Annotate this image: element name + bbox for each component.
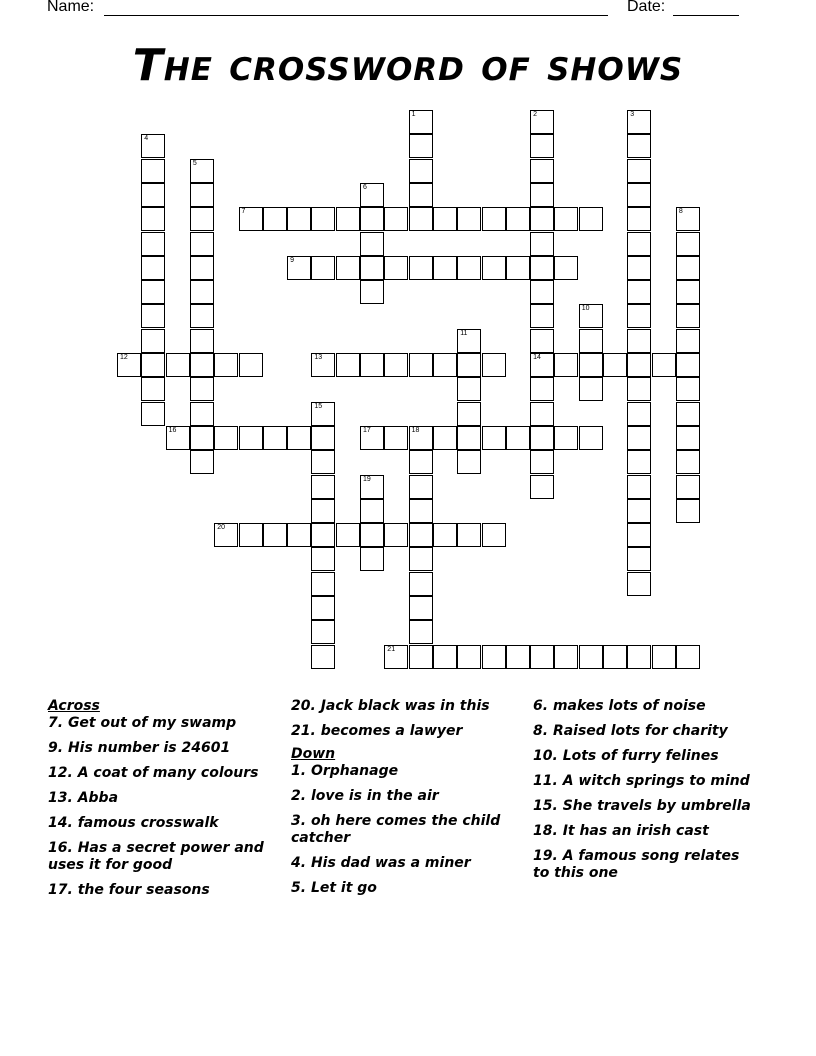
clue-number-label: 21. xyxy=(291,723,321,739)
grid-cell[interactable] xyxy=(530,426,554,450)
grid-cell[interactable] xyxy=(190,304,214,328)
clue-text: Let it go xyxy=(310,880,377,896)
grid-cell[interactable] xyxy=(530,304,554,328)
clue-item xyxy=(48,790,288,807)
grid-cell[interactable] xyxy=(311,523,335,547)
grid-cell[interactable] xyxy=(409,499,433,523)
grid-cell[interactable] xyxy=(627,134,651,158)
name-label: Name: xyxy=(47,0,95,15)
grid-cell[interactable] xyxy=(627,280,651,304)
grid-cell[interactable] xyxy=(409,183,433,207)
grid-cell[interactable] xyxy=(409,645,433,669)
grid-cell[interactable] xyxy=(190,426,214,450)
grid-cell[interactable] xyxy=(311,475,335,499)
grid-cell[interactable] xyxy=(652,645,676,669)
grid-cell[interactable] xyxy=(360,183,384,207)
clue-number-label: 14. xyxy=(48,815,78,831)
grid-cell[interactable] xyxy=(627,450,651,474)
grid-cell[interactable] xyxy=(627,304,651,328)
grid-cell[interactable] xyxy=(239,523,263,547)
clue-item xyxy=(533,823,758,840)
grid-cell[interactable] xyxy=(457,450,481,474)
clue-number: 8 xyxy=(678,208,683,216)
grid-cell[interactable] xyxy=(311,450,335,474)
grid-cell[interactable] xyxy=(627,256,651,280)
clue-number: 15 xyxy=(314,402,323,410)
grid-cell[interactable] xyxy=(141,159,165,183)
grid-cell[interactable] xyxy=(457,353,481,377)
clue-text: A coat of many colours xyxy=(77,765,259,781)
grid-cell[interactable] xyxy=(530,377,554,401)
grid-cell[interactable] xyxy=(579,353,603,377)
clue-number: 11 xyxy=(460,329,468,337)
grid-cell[interactable] xyxy=(360,523,384,547)
grid-cell[interactable] xyxy=(457,256,481,280)
grid-cell[interactable] xyxy=(141,232,165,256)
clue-text: Jack black was in this xyxy=(320,698,490,714)
grid-cell[interactable] xyxy=(360,547,384,571)
grid-cell[interactable] xyxy=(287,256,311,280)
grid-cell[interactable] xyxy=(166,353,190,377)
grid-cell[interactable] xyxy=(336,256,360,280)
grid-cell[interactable] xyxy=(166,426,190,450)
grid-cell[interactable] xyxy=(311,207,335,231)
date-label: Date: xyxy=(627,0,666,15)
clue-number: 17 xyxy=(363,426,371,434)
grid-cell[interactable] xyxy=(190,450,214,474)
grid-cell[interactable] xyxy=(627,353,651,377)
down-heading: Down xyxy=(291,746,336,762)
clue-item xyxy=(291,880,506,897)
grid-cell[interactable] xyxy=(676,475,700,499)
clue-number: 10 xyxy=(581,305,590,313)
grid-cell[interactable] xyxy=(457,329,481,353)
grid-cell[interactable] xyxy=(676,426,700,450)
clue-number: 12 xyxy=(120,354,128,361)
grid-cell[interactable] xyxy=(433,207,457,231)
clue-item xyxy=(48,840,288,874)
grid-cell[interactable] xyxy=(506,207,530,231)
grid-cell[interactable] xyxy=(384,256,408,280)
grid-cell[interactable] xyxy=(409,523,433,547)
clue-number-label: 19. xyxy=(533,848,563,864)
grid-cell[interactable] xyxy=(676,450,700,474)
clue-item xyxy=(48,715,288,732)
grid-cell[interactable] xyxy=(506,426,530,450)
grid-cell[interactable] xyxy=(141,304,165,328)
clue-number-label: 9. xyxy=(48,740,68,756)
grid-cell[interactable] xyxy=(457,645,481,669)
clue-number-label: 8. xyxy=(533,723,553,739)
clue-number: 1 xyxy=(411,111,416,118)
grid-cell[interactable] xyxy=(530,207,554,231)
clue-text: Get out of my swamp xyxy=(67,715,237,731)
grid-cell[interactable] xyxy=(676,499,700,523)
grid-cell[interactable] xyxy=(554,207,578,231)
clue-text: makes lots of noise xyxy=(552,698,706,714)
grid-cell[interactable] xyxy=(603,353,627,377)
grid-cell[interactable] xyxy=(482,645,506,669)
grid-cell[interactable] xyxy=(141,402,165,426)
down-clue-list xyxy=(291,763,506,897)
grid-cell[interactable] xyxy=(627,232,651,256)
clue-text: becomes a lawyer xyxy=(320,723,463,739)
grid-cell[interactable] xyxy=(141,256,165,280)
clue-text: Has a secret power and uses it for good xyxy=(48,840,264,873)
grid-cell[interactable] xyxy=(117,353,141,377)
clue-number-label: 17. xyxy=(48,882,78,898)
grid-cell[interactable] xyxy=(287,523,311,547)
grid-cell[interactable] xyxy=(263,207,287,231)
grid-cell[interactable] xyxy=(554,426,578,450)
grid-cell[interactable] xyxy=(530,402,554,426)
clue-item xyxy=(291,788,506,805)
grid-cell[interactable] xyxy=(239,207,263,231)
grid-cell[interactable] xyxy=(482,523,506,547)
clue-text: oh here comes the child catcher xyxy=(291,813,501,846)
clue-number-label: 16. xyxy=(48,840,78,856)
clue-number: 13 xyxy=(314,354,323,361)
grid-cell[interactable] xyxy=(506,645,530,669)
grid-cell[interactable] xyxy=(141,207,165,231)
grid-cell[interactable] xyxy=(214,353,238,377)
across-clue-list xyxy=(48,715,288,899)
clue-item xyxy=(291,763,506,780)
clue-number-label: 10. xyxy=(533,748,563,764)
clue-text: It has an irish cast xyxy=(562,823,709,839)
grid-cell[interactable] xyxy=(433,645,457,669)
clue-text: the four seasons xyxy=(77,882,210,898)
grid-cell[interactable] xyxy=(676,232,700,256)
clue-number: 20 xyxy=(217,524,225,532)
grid-cell[interactable] xyxy=(579,329,603,353)
clue-text: A witch springs to mind xyxy=(562,773,750,789)
clue-number-label: 6. xyxy=(533,698,553,714)
clue-number: 7 xyxy=(241,208,246,216)
clue-number: 18 xyxy=(411,426,420,434)
grid-cell[interactable] xyxy=(409,475,433,499)
clue-number: 21 xyxy=(387,645,396,653)
clue-number: 6 xyxy=(363,183,367,191)
grid-cell[interactable] xyxy=(190,329,214,353)
grid-cell[interactable] xyxy=(409,450,433,474)
grid-cell[interactable] xyxy=(627,377,651,401)
grid-cell[interactable] xyxy=(311,499,335,523)
grid-cell[interactable] xyxy=(433,353,457,377)
grid-cell[interactable] xyxy=(214,426,238,450)
grid-cell[interactable] xyxy=(287,426,311,450)
clue-number: 2 xyxy=(533,111,537,118)
grid-cell[interactable] xyxy=(530,353,554,377)
grid-cell[interactable] xyxy=(190,159,214,183)
grid-cell[interactable] xyxy=(141,329,165,353)
grid-cell[interactable] xyxy=(627,329,651,353)
grid-cell[interactable] xyxy=(311,620,335,644)
clue-item xyxy=(533,723,758,740)
clue-item xyxy=(48,765,288,782)
grid-cell[interactable] xyxy=(384,353,408,377)
grid-cell[interactable] xyxy=(433,256,457,280)
clue-number: 3 xyxy=(630,111,635,118)
grid-cell[interactable] xyxy=(530,256,554,280)
grid-cell[interactable] xyxy=(530,645,554,669)
grid-cell[interactable] xyxy=(676,207,700,231)
grid-cell[interactable] xyxy=(336,207,360,231)
grid-cell[interactable] xyxy=(530,110,554,134)
clue-item xyxy=(533,698,758,715)
grid-cell[interactable] xyxy=(190,256,214,280)
grid-cell[interactable] xyxy=(311,547,335,571)
grid-cell[interactable] xyxy=(311,596,335,620)
grid-cell[interactable] xyxy=(409,256,433,280)
grid-cell[interactable] xyxy=(652,353,676,377)
across-heading: Across xyxy=(48,698,100,714)
clue-item xyxy=(533,798,758,815)
grid-cell[interactable] xyxy=(311,645,335,669)
grid-cell[interactable] xyxy=(627,547,651,571)
clues-column-2 xyxy=(291,698,506,905)
clue-number: 16 xyxy=(168,426,177,434)
grid-cell[interactable] xyxy=(311,572,335,596)
clue-item xyxy=(291,723,506,740)
grid-cell[interactable] xyxy=(627,183,651,207)
grid-cell[interactable] xyxy=(190,377,214,401)
grid-cell[interactable] xyxy=(627,523,651,547)
grid-cell[interactable] xyxy=(530,183,554,207)
grid-cell[interactable] xyxy=(190,232,214,256)
clue-item xyxy=(291,855,506,872)
grid-cell[interactable] xyxy=(482,426,506,450)
grid-cell[interactable] xyxy=(409,353,433,377)
grid-cell[interactable] xyxy=(409,110,433,134)
grid-cell[interactable] xyxy=(530,280,554,304)
grid-cell[interactable] xyxy=(360,426,384,450)
grid-cell[interactable] xyxy=(627,572,651,596)
grid-cell[interactable] xyxy=(239,353,263,377)
grid-cell[interactable] xyxy=(627,475,651,499)
grid-cell[interactable] xyxy=(433,426,457,450)
grid-cell[interactable] xyxy=(579,426,603,450)
grid-cell[interactable] xyxy=(627,207,651,231)
grid-cell[interactable] xyxy=(214,523,238,547)
clue-item xyxy=(533,848,758,882)
grid-cell[interactable] xyxy=(530,134,554,158)
grid-cell[interactable] xyxy=(482,353,506,377)
grid-cell[interactable] xyxy=(409,426,433,450)
clues-column-1 xyxy=(48,698,288,907)
grid-cell[interactable] xyxy=(311,402,335,426)
grid-cell[interactable] xyxy=(579,304,603,328)
grid-cell[interactable] xyxy=(409,547,433,571)
grid-cell[interactable] xyxy=(360,475,384,499)
grid-cell[interactable] xyxy=(676,645,700,669)
grid-cell[interactable] xyxy=(190,402,214,426)
clue-number-label: 12. xyxy=(48,765,78,781)
grid-cell[interactable] xyxy=(263,523,287,547)
grid-cell[interactable] xyxy=(676,329,700,353)
grid-cell[interactable] xyxy=(627,110,651,134)
grid-cell[interactable] xyxy=(336,353,360,377)
clue-item xyxy=(48,815,288,832)
grid-cell[interactable] xyxy=(141,377,165,401)
clue-text: Abba xyxy=(77,790,119,806)
grid-cell[interactable] xyxy=(627,499,651,523)
clue-number: 14 xyxy=(533,354,541,361)
clue-item xyxy=(48,740,288,757)
grid-cell[interactable] xyxy=(457,402,481,426)
clue-text: Lots of furry felines xyxy=(562,748,719,764)
grid-cell[interactable] xyxy=(482,207,506,231)
clue-text: famous crosswalk xyxy=(77,815,219,831)
grid-cell[interactable] xyxy=(409,620,433,644)
grid-cell[interactable] xyxy=(530,329,554,353)
grid-cell[interactable] xyxy=(384,207,408,231)
grid-cell[interactable] xyxy=(360,232,384,256)
grid-cell[interactable] xyxy=(141,280,165,304)
grid-cell[interactable] xyxy=(627,426,651,450)
grid-cell[interactable] xyxy=(676,377,700,401)
grid-cell[interactable] xyxy=(360,499,384,523)
grid-cell[interactable] xyxy=(384,426,408,450)
clue-text: love is in the air xyxy=(310,788,439,804)
grid-cell[interactable] xyxy=(141,183,165,207)
grid-cell[interactable] xyxy=(457,426,481,450)
grid-cell[interactable] xyxy=(603,645,627,669)
clue-number-label: 5. xyxy=(291,880,311,896)
grid-cell[interactable] xyxy=(554,645,578,669)
down-clue-list-continued xyxy=(533,698,758,882)
clue-item xyxy=(291,698,506,715)
clue-text: A famous song relates to this one xyxy=(533,848,740,881)
grid-cell[interactable] xyxy=(190,183,214,207)
grid-cell[interactable] xyxy=(311,426,335,450)
grid-cell[interactable] xyxy=(457,377,481,401)
grid-cell[interactable] xyxy=(239,426,263,450)
grid-cell[interactable] xyxy=(190,353,214,377)
grid-cell[interactable] xyxy=(311,353,335,377)
grid-cell[interactable] xyxy=(506,256,530,280)
across-clue-list-continued xyxy=(291,698,506,740)
clue-number-label: 13. xyxy=(48,790,78,806)
clue-text: Raised lots for charity xyxy=(552,723,728,739)
clue-number-label: 18. xyxy=(533,823,563,839)
grid-cell[interactable] xyxy=(457,207,481,231)
grid-cell[interactable] xyxy=(530,475,554,499)
clue-number-label: 7. xyxy=(48,715,68,731)
grid-cell[interactable] xyxy=(190,280,214,304)
grid-cell[interactable] xyxy=(409,572,433,596)
grid-cell[interactable] xyxy=(627,402,651,426)
clue-text: Orphanage xyxy=(310,763,399,779)
clue-number-label: 3. xyxy=(291,813,311,829)
grid-cell[interactable] xyxy=(384,645,408,669)
grid-cell[interactable] xyxy=(433,523,457,547)
grid-cell[interactable] xyxy=(579,207,603,231)
grid-cell[interactable] xyxy=(530,232,554,256)
grid-cell[interactable] xyxy=(627,159,651,183)
clue-text: She travels by umbrella xyxy=(562,798,751,814)
grid-cell[interactable] xyxy=(287,207,311,231)
grid-cell[interactable] xyxy=(360,353,384,377)
grid-cell[interactable] xyxy=(579,377,603,401)
grid-cell[interactable] xyxy=(141,134,165,158)
grid-cell[interactable] xyxy=(409,159,433,183)
grid-cell[interactable] xyxy=(482,256,506,280)
clue-item xyxy=(533,773,758,790)
grid-cell[interactable] xyxy=(409,207,433,231)
grid-cell[interactable] xyxy=(676,353,700,377)
grid-cell[interactable] xyxy=(676,280,700,304)
puzzle-title: The crossword of shows xyxy=(132,40,684,91)
grid-cell[interactable] xyxy=(579,645,603,669)
clue-number: 4 xyxy=(144,135,149,143)
grid-cell[interactable] xyxy=(554,353,578,377)
grid-cell[interactable] xyxy=(676,304,700,328)
grid-cell[interactable] xyxy=(409,596,433,620)
grid-cell[interactable] xyxy=(190,207,214,231)
grid-cell[interactable] xyxy=(360,207,384,231)
grid-cell[interactable] xyxy=(263,426,287,450)
grid-cell[interactable] xyxy=(530,159,554,183)
grid-cell[interactable] xyxy=(554,256,578,280)
grid-cell[interactable] xyxy=(311,256,335,280)
grid-cell[interactable] xyxy=(360,280,384,304)
grid-cell[interactable] xyxy=(676,402,700,426)
grid-cell[interactable] xyxy=(336,523,360,547)
clue-number: 9 xyxy=(290,256,294,264)
grid-cell[interactable] xyxy=(676,256,700,280)
grid-cell[interactable] xyxy=(141,353,165,377)
clue-item xyxy=(291,813,506,847)
clues-column-3 xyxy=(533,698,758,890)
clue-number-label: 15. xyxy=(533,798,563,814)
grid-cell[interactable] xyxy=(530,450,554,474)
clue-number-label: 11. xyxy=(533,773,563,789)
clue-number: 19 xyxy=(363,475,371,483)
clue-number-label: 1. xyxy=(291,763,311,779)
clue-number: 5 xyxy=(192,159,197,167)
grid-cell[interactable] xyxy=(627,645,651,669)
clue-number-label: 4. xyxy=(291,855,311,871)
clue-text: His dad was a miner xyxy=(310,855,471,871)
grid-cell[interactable] xyxy=(384,523,408,547)
clue-item xyxy=(533,748,758,765)
clue-item xyxy=(48,882,288,899)
grid-cell[interactable] xyxy=(409,134,433,158)
grid-cell[interactable] xyxy=(360,256,384,280)
clue-number-label: 2. xyxy=(291,788,311,804)
grid-cell[interactable] xyxy=(457,523,481,547)
clue-number-label: 20. xyxy=(291,698,321,714)
clue-text: His number is 24601 xyxy=(67,740,231,756)
